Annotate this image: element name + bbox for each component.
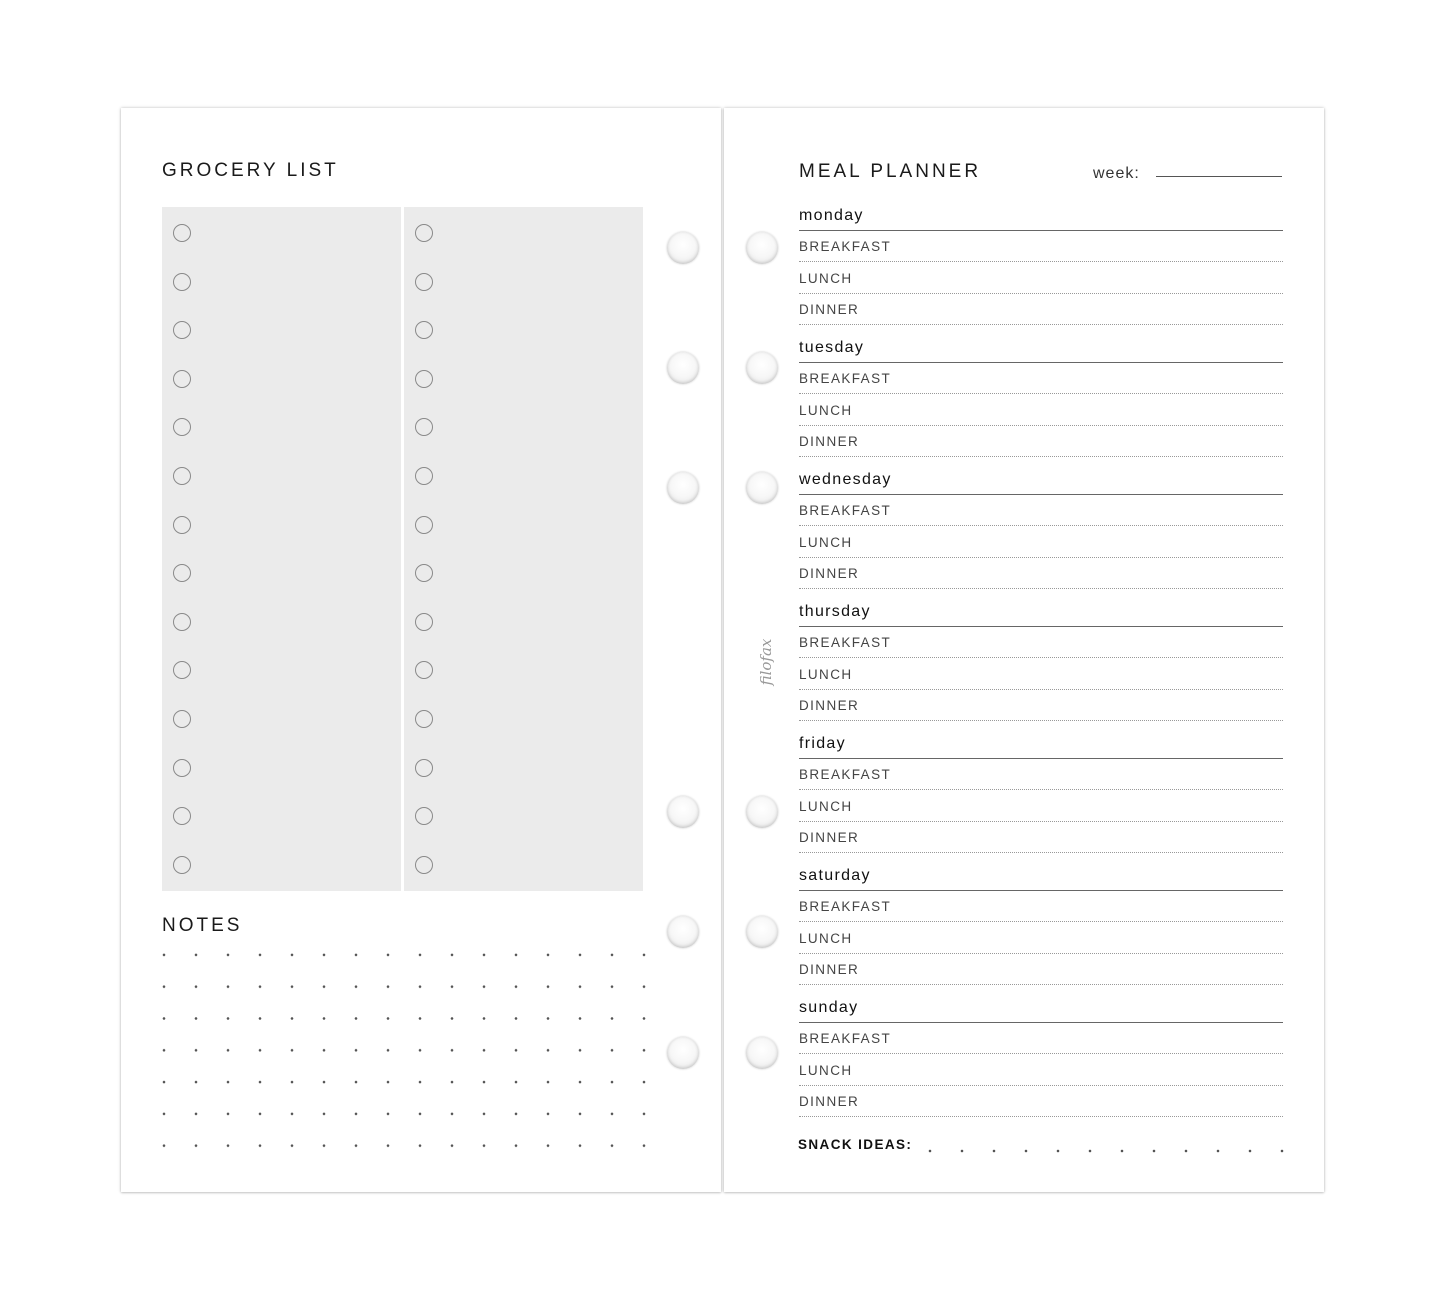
checkbox-circle[interactable]: [415, 613, 433, 631]
meal-row[interactable]: BREAKFAST: [799, 627, 1283, 658]
day-block-1: [799, 339, 1283, 457]
binder-ring-hole: [746, 796, 778, 828]
checkbox-circle[interactable]: [173, 661, 191, 679]
meal-row[interactable]: BREAKFAST: [799, 495, 1283, 526]
day-name: thursday: [799, 603, 1283, 627]
notes-dot-grid[interactable]: [162, 953, 646, 1153]
meal-row[interactable]: DINNER: [799, 954, 1283, 985]
checkbox-circle[interactable]: [415, 370, 433, 388]
day-name: saturday: [799, 867, 1283, 891]
day-block-5: [799, 867, 1283, 985]
meal-planner-title: MEAL PLANNER: [799, 161, 982, 182]
grocery-column-1: [162, 207, 401, 891]
meal-row[interactable]: LUNCH: [799, 659, 1283, 690]
right-page: [724, 108, 1324, 1192]
meal-row[interactable]: LUNCH: [799, 263, 1283, 294]
checkbox-circle[interactable]: [415, 418, 433, 436]
checkbox-circle[interactable]: [415, 321, 433, 339]
grocery-column-2: [404, 207, 643, 891]
checkbox-circle[interactable]: [415, 710, 433, 728]
meal-row[interactable]: LUNCH: [799, 395, 1283, 426]
checkbox-circle[interactable]: [173, 370, 191, 388]
binder-ring-hole: [746, 916, 778, 948]
checkbox-circle[interactable]: [173, 613, 191, 631]
grocery-list-title: GROCERY LIST: [162, 160, 339, 181]
binder-ring-hole: [746, 352, 778, 384]
week-label: week:: [1093, 165, 1140, 182]
meal-row[interactable]: BREAKFAST: [799, 363, 1283, 394]
day-name: wednesday: [799, 471, 1283, 495]
binder-ring-hole: [746, 232, 778, 264]
checkbox-circle[interactable]: [173, 516, 191, 534]
binder-ring-hole: [667, 472, 699, 504]
checkbox-circle[interactable]: [415, 564, 433, 582]
day-block-6: [799, 999, 1283, 1117]
meal-row[interactable]: DINNER: [799, 1086, 1283, 1117]
checkbox-circle[interactable]: [173, 418, 191, 436]
day-block-3: [799, 603, 1283, 721]
day-name: friday: [799, 735, 1283, 759]
checkbox-circle[interactable]: [173, 807, 191, 825]
binder-ring-hole: [746, 472, 778, 504]
day-name: sunday: [799, 999, 1283, 1023]
meal-row[interactable]: DINNER: [799, 822, 1283, 853]
binder-ring-hole: [667, 232, 699, 264]
checkbox-circle[interactable]: [173, 759, 191, 777]
left-page: [121, 108, 721, 1192]
meal-row[interactable]: BREAKFAST: [799, 1023, 1283, 1054]
checkbox-circle[interactable]: [415, 467, 433, 485]
checkbox-circle[interactable]: [173, 273, 191, 291]
binder-ring-hole: [667, 352, 699, 384]
meal-row[interactable]: LUNCH: [799, 1055, 1283, 1086]
meal-row[interactable]: BREAKFAST: [799, 759, 1283, 790]
meal-row[interactable]: DINNER: [799, 426, 1283, 457]
notes-title: NOTES: [162, 915, 243, 936]
meal-row[interactable]: DINNER: [799, 558, 1283, 589]
checkbox-circle[interactable]: [415, 516, 433, 534]
checkbox-circle[interactable]: [173, 321, 191, 339]
day-block-4: [799, 735, 1283, 853]
day-name: tuesday: [799, 339, 1283, 363]
binder-ring-hole: [667, 916, 699, 948]
checkbox-circle[interactable]: [415, 661, 433, 679]
meal-row[interactable]: LUNCH: [799, 791, 1283, 822]
checkbox-circle[interactable]: [415, 856, 433, 874]
checkbox-circle[interactable]: [415, 759, 433, 777]
checkbox-circle[interactable]: [173, 564, 191, 582]
checkbox-circle[interactable]: [173, 856, 191, 874]
day-block-2: [799, 471, 1283, 589]
binder-ring-hole: [667, 796, 699, 828]
meal-row[interactable]: BREAKFAST: [799, 231, 1283, 262]
day-block-0: [799, 207, 1283, 325]
checkbox-circle[interactable]: [415, 273, 433, 291]
filofax-logo: filofax: [757, 638, 775, 686]
meal-row[interactable]: LUNCH: [799, 527, 1283, 558]
binder-ring-hole: [746, 1037, 778, 1069]
week-input-line[interactable]: [1156, 176, 1282, 177]
snack-ideas-label: SNACK IDEAS:: [798, 1137, 913, 1152]
binder-ring-hole: [667, 1037, 699, 1069]
meal-row[interactable]: DINNER: [799, 690, 1283, 721]
meal-row[interactable]: LUNCH: [799, 923, 1283, 954]
checkbox-circle[interactable]: [415, 807, 433, 825]
snack-ideas-dotted-line[interactable]: [928, 1137, 1284, 1153]
checkbox-circle[interactable]: [173, 467, 191, 485]
snack-ideas-row[interactable]: [798, 1137, 1283, 1157]
meal-row[interactable]: DINNER: [799, 294, 1283, 325]
checkbox-circle[interactable]: [415, 224, 433, 242]
day-name: monday: [799, 207, 1283, 231]
meal-row[interactable]: BREAKFAST: [799, 891, 1283, 922]
checkbox-circle[interactable]: [173, 224, 191, 242]
checkbox-circle[interactable]: [173, 710, 191, 728]
